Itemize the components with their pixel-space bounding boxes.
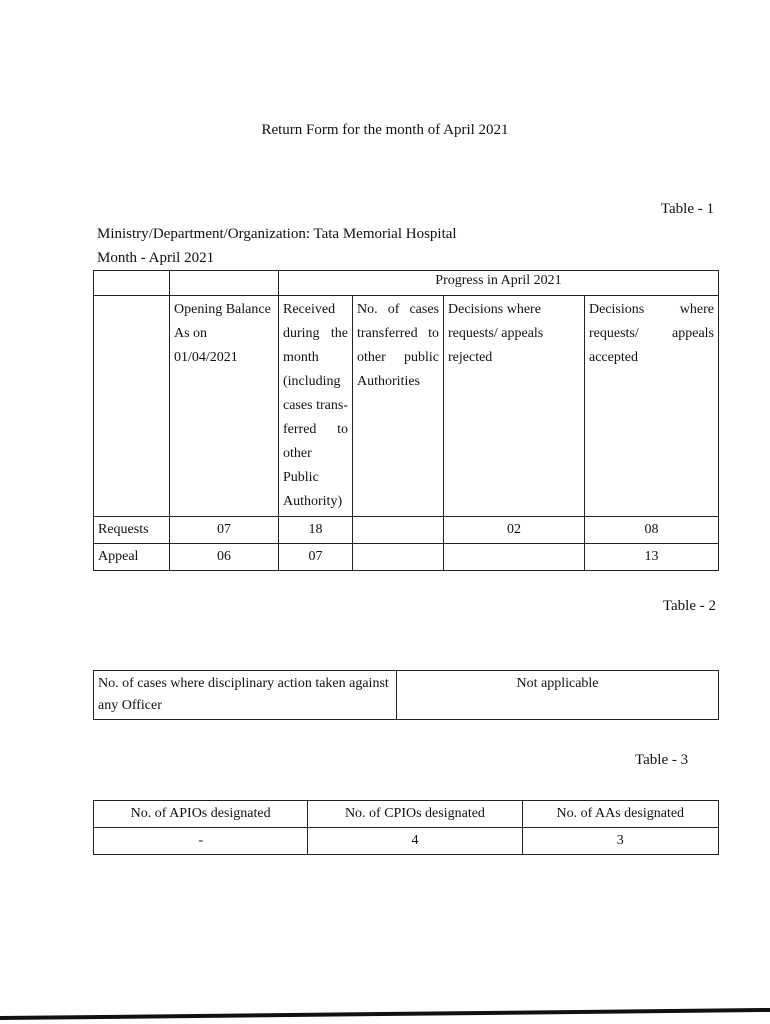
column-header-transferred: No. of cases transferred to other public Authorities <box>353 296 444 517</box>
opening-balance-cell: 06 <box>170 544 279 571</box>
opening-balance-cell: 07 <box>170 517 279 544</box>
designations-table <box>93 800 719 855</box>
accepted-cell: 08 <box>585 517 719 544</box>
ministry-line: Ministry/Department/Organization: Tata Memorial Hospital <box>97 226 457 242</box>
column-header-rejected: Decisions where requests/ appeals rejected <box>444 296 585 517</box>
transferred-cell <box>353 544 444 571</box>
rejected-cell: 02 <box>444 517 585 544</box>
row-label: Appeal <box>94 544 170 571</box>
table1-label: Table - 1 <box>660 201 714 217</box>
cpio-header: No. of CPIOs designated <box>308 801 522 828</box>
table-row <box>94 544 719 571</box>
page-title: Return Form for the month of April 2021 <box>261 122 509 138</box>
apio-value: - <box>94 828 308 855</box>
aa-header: No. of AAs designated <box>522 801 718 828</box>
table2-label: Table - 2 <box>662 598 716 614</box>
column-header-received: Received during the month (including cases trans-ferred to other Public Authority) <box>279 296 353 517</box>
disciplinary-question: No. of cases where disciplinary action taken against any Officer <box>94 671 397 720</box>
column-header-accepted: Decisions where requests/ appeals accepted <box>585 296 719 517</box>
progress-table <box>93 270 719 571</box>
column-header-opening-balance: Opening Balance As on 01/04/2021 <box>170 296 279 517</box>
cpio-value: 4 <box>308 828 522 855</box>
empty-header-cell <box>170 271 279 296</box>
month-line: Month - April 2021 <box>97 250 215 266</box>
table-row <box>94 517 719 544</box>
row-label: Requests <box>94 517 170 544</box>
bottom-rule <box>0 1008 770 1020</box>
disciplinary-table <box>93 670 719 720</box>
rejected-cell <box>444 544 585 571</box>
aa-value: 3 <box>522 828 718 855</box>
received-cell: 07 <box>279 544 353 571</box>
apio-header: No. of APIOs designated <box>94 801 308 828</box>
disciplinary-answer: Not applicable <box>397 671 719 720</box>
column-header-blank <box>94 296 170 517</box>
table3-label: Table - 3 <box>635 752 689 768</box>
received-cell: 18 <box>279 517 353 544</box>
empty-header-cell <box>94 271 170 296</box>
progress-header: Progress in April 2021 <box>279 271 719 296</box>
accepted-cell: 13 <box>585 544 719 571</box>
transferred-cell <box>353 517 444 544</box>
